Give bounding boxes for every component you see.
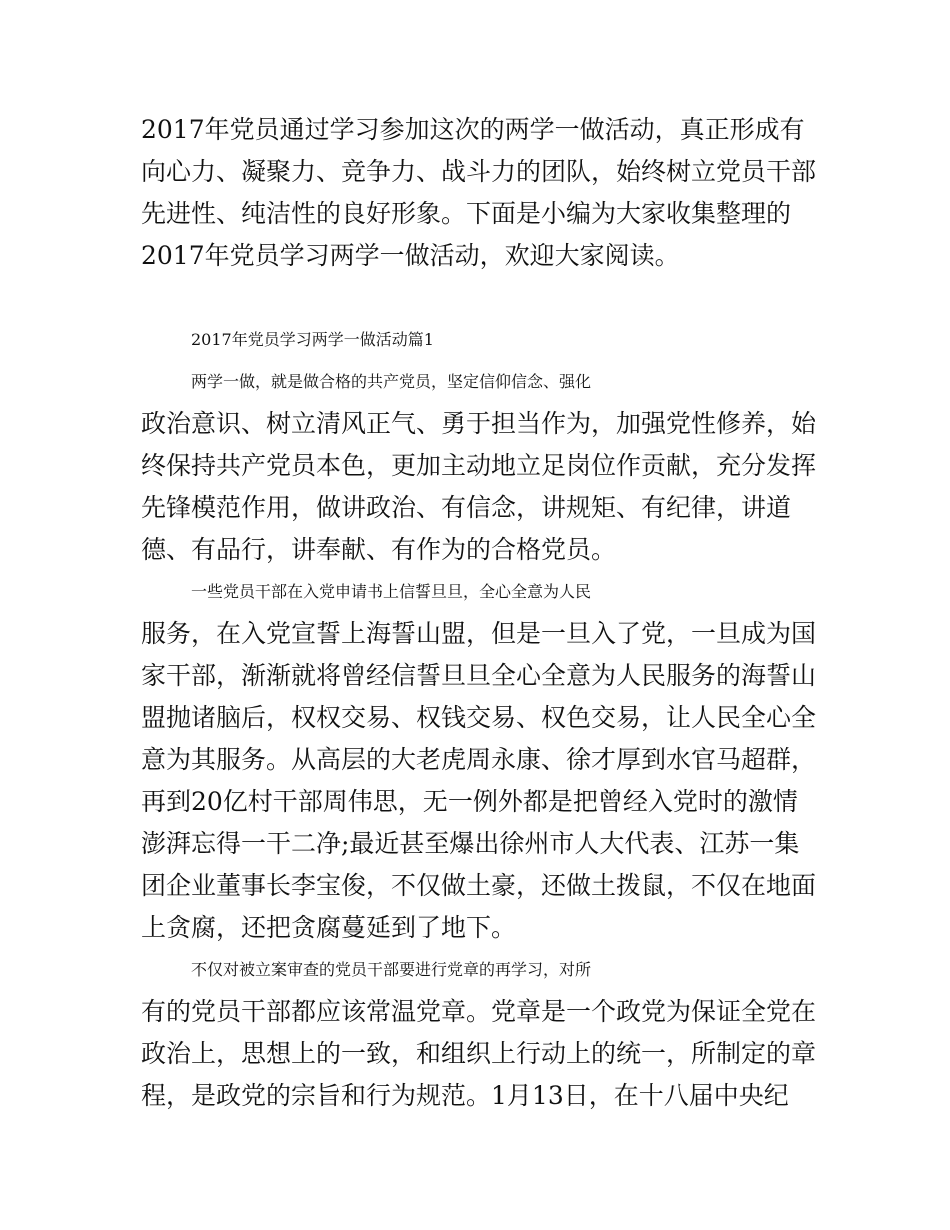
text-line: 一些党员干部在入党申请书上信誓旦旦，全心全意为人民	[191, 582, 592, 601]
text-line: 2017年党员学习两学一做活动，欢迎大家阅读。	[141, 241, 680, 270]
text-line: 不仅对被立案审查的党员干部要进行党章的再学习，对所	[191, 960, 592, 979]
text-line: 上贪腐，还把贪腐蔓延到了地下。	[141, 913, 517, 942]
text-line: 盟抛诸脑后，权权交易、权钱交易、权色交易，让人民全心全	[141, 703, 817, 732]
text-line: 服务，在入党宣誓上海誓山盟，但是一旦入了党，一旦成为国	[141, 619, 817, 648]
text-line: 团企业董事长李宝俊，不仅做土豪，还做土拨鼠，不仅在地面	[141, 871, 817, 900]
text-line: 程，是政党的宗旨和行为规范。1月13日，在十八届中央纪	[141, 1081, 789, 1110]
text-line: 有的党员干部都应该常温党章。党章是一个政党为保证全党在	[141, 997, 817, 1026]
text-line: 终保持共产党员本色，更加主动地立足岗位作贡献，充分发挥	[141, 451, 817, 480]
text-line: 德、有品行，讲奉献、有作为的合格党员。	[141, 535, 617, 564]
text-line: 两学一做，就是做合格的共产党员，坚定信仰信念、强化	[191, 372, 592, 391]
text-line: 再到20亿村干部周伟思，无一例外都是把曾经入党时的激情	[141, 787, 798, 816]
text-line: 向心力、凝聚力、竞争力、战斗力的团队，始终树立党员干部	[141, 157, 817, 186]
text-line: 2017年党员通过学习参加这次的两学一做活动，真正形成有	[141, 115, 805, 144]
text-line: 政治上，思想上的一致，和组织上行动上的统一，所制定的章	[141, 1039, 817, 1068]
section-title: 2017年党员学习两学一做活动篇1	[191, 330, 434, 349]
text-line: 政治意识、树立清风正气、勇于担当作为，加强党性修养，始	[141, 409, 817, 438]
text-line: 先锋模范作用，做讲政治、有信念，讲规矩、有纪律，讲道	[141, 493, 792, 522]
text-line: 家干部，渐渐就将曾经信誓旦旦全心全意为人民服务的海誓山	[141, 661, 817, 690]
text-line: 意为其服务。从高层的大老虎周永康、徐才厚到水官马超群，	[141, 745, 817, 774]
text-line: 先进性、纯洁性的良好形象。下面是小编为大家收集整理的	[141, 199, 792, 228]
text-line: 澎湃忘得一干二净;最近甚至爆出徐州市人大代表、江苏一集	[141, 829, 800, 858]
